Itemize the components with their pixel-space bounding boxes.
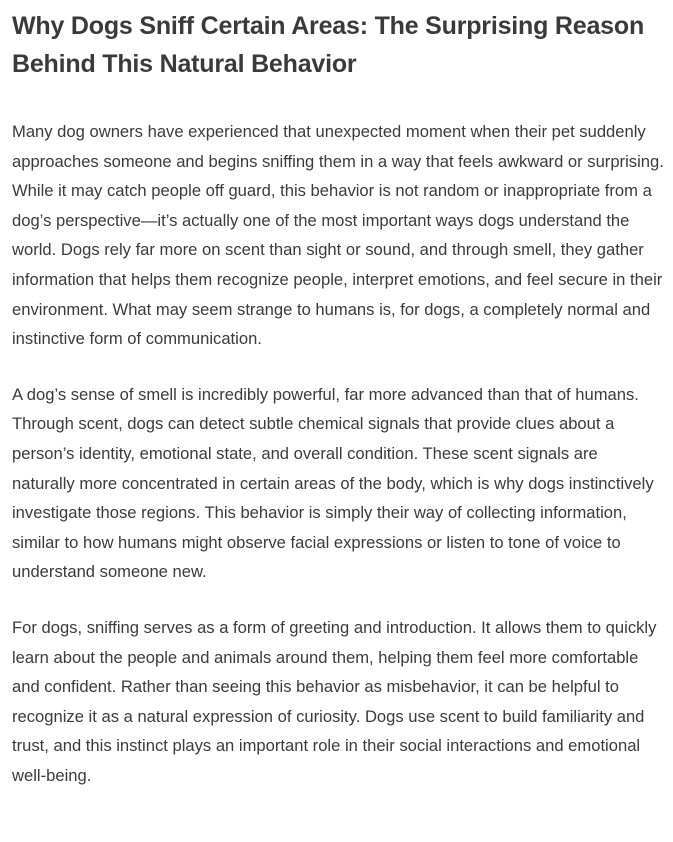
article-paragraph-2: A dog’s sense of smell is incredibly powerful, far more advanced than that of humans. Through scent, dogs can detect subtle chemical signals that provide clues about a person’s identity, emotional state, and overall condition. These scent signals are naturally more concentrated in certain areas of the body, which is why dogs instinctively investigate those regions. This behavior is simply their way of collecting information, similar to how humans might observe facial expressions or listen to tone of voice to understand someone new. [12,384,654,582]
article-title: Why Dogs Sniff Certain Areas: The Surprising Reason Behind This Natural Behavior [12,12,645,78]
article [12,0,664,790]
article-paragraph-3: For dogs, sniffing serves as a form of greeting and introduction. It allows them to quickly learn about the people and animals around them, helping them feel more comfortable and confident. Rather than seeing this behavior as misbehavior, it can be helpful to recognize it as a natural expression of curiosity. Dogs use scent to build familiarity and trust, and this instinct plays an important role in their social interactions and emotional well-being. [12,617,657,785]
article-paragraph-1: Many dog owners have experienced that unexpected moment when their pet suddenly approaches someone and begins sniffing them in a way that feels awkward or surprising. While it may catch people off guard, this behavior is not random or inappropriate from a dog’s perspective—it’s actually one of the most important ways dogs understand the world. Dogs rely far more on scent than sight or sound, and through smell, they gather information that helps them recognize people, interpret emotions, and feel secure in their environment. What may seem strange to humans is, for dogs, a completely normal and instinctive form of communication. [12,122,664,349]
